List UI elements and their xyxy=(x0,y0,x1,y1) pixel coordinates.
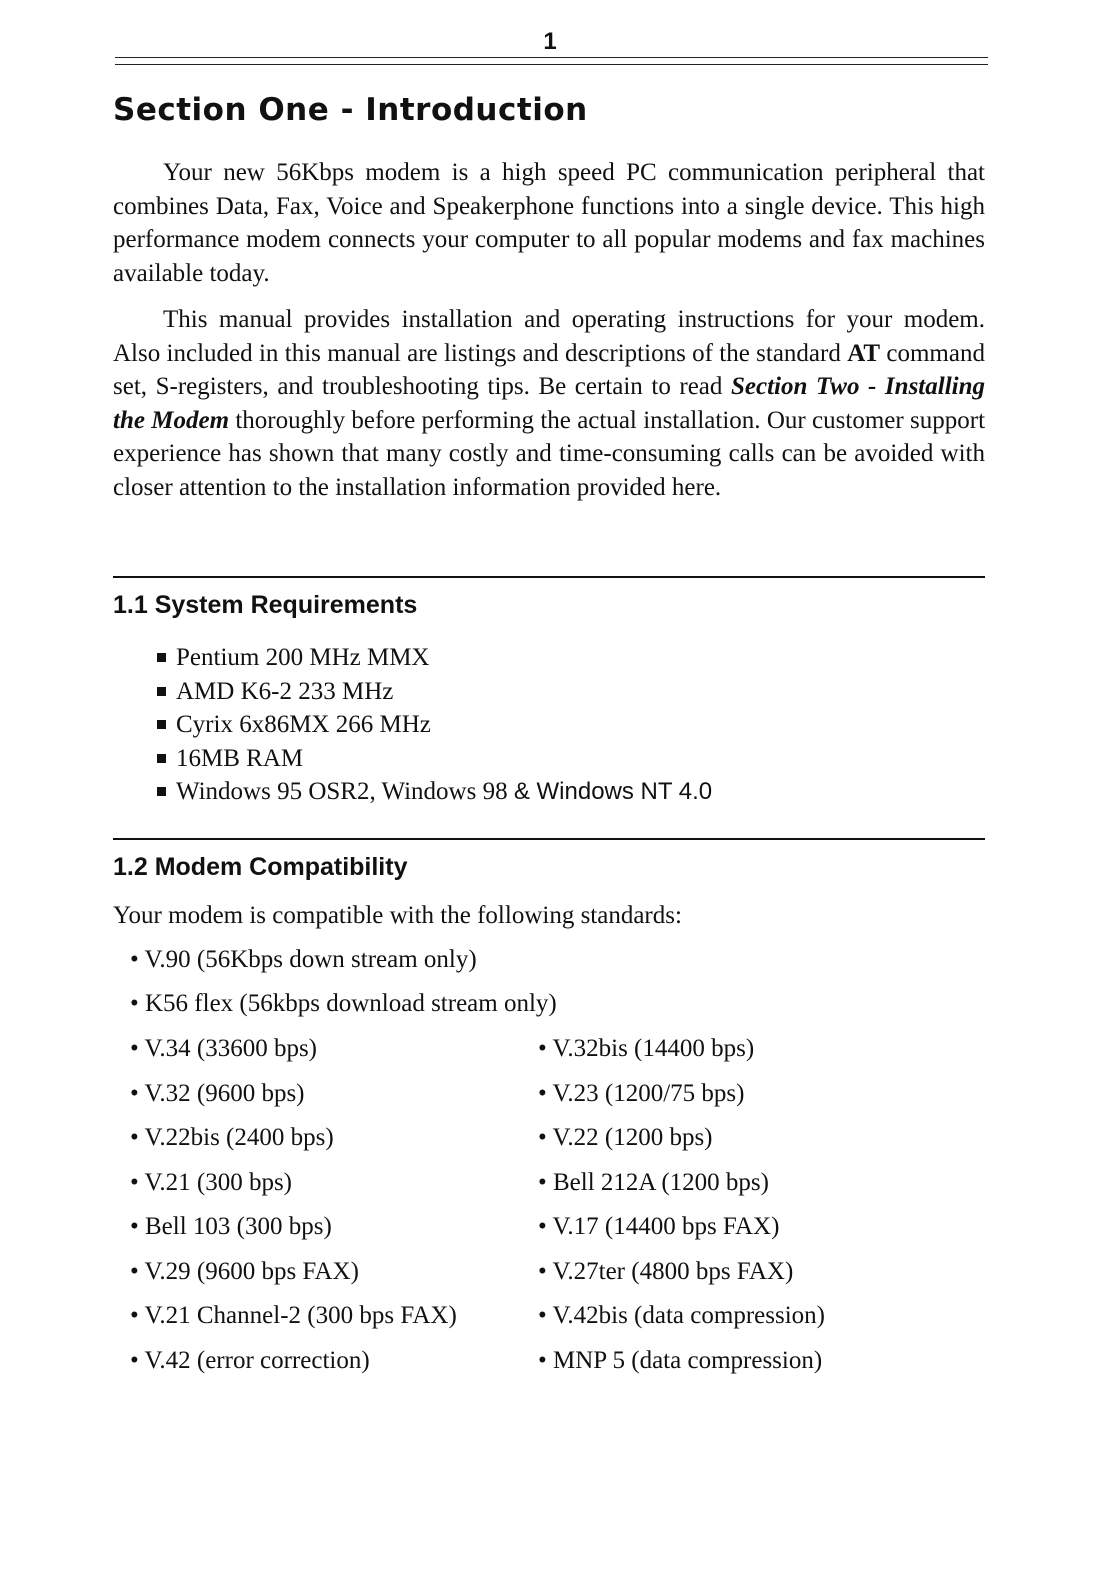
bullet-square-icon xyxy=(157,653,166,662)
header-rule xyxy=(115,64,988,65)
standard-item: • MNP 5 (data compression) xyxy=(538,1346,823,1374)
standard-item: • V.90 (56Kbps down stream only) xyxy=(130,946,477,973)
compat-intro: Your modem is compatible with the following standards: xyxy=(113,902,682,929)
section-rule xyxy=(113,576,985,578)
standard-item: • V.21 (300 bps) xyxy=(130,1168,293,1196)
standard-item: • V.34 (33600 bps) xyxy=(130,1035,318,1062)
standard-item: • V.32 (9600 bps) xyxy=(130,1079,305,1107)
list-item xyxy=(157,775,712,809)
page-title: Section One - Introduction xyxy=(113,92,588,128)
section-heading-modem-compatibility: 1.2 Modem Compatibility xyxy=(113,853,408,881)
item-text: AMD K6-2 233 MHz xyxy=(176,677,394,705)
standard-item: • V.17 (14400 bps FAX) xyxy=(538,1213,780,1240)
standard-item: • Bell 212A (1200 bps) xyxy=(538,1168,769,1196)
list-item xyxy=(157,675,712,709)
bullet-square-icon xyxy=(157,720,166,729)
bullet-square-icon xyxy=(157,754,166,763)
text: thoroughly before performing the actual installation. Our customer support experience has shown that many costly and time-consuming calls can be avoided with closer attention to the installation information provided here. xyxy=(113,406,986,501)
requirements-list xyxy=(157,641,712,809)
standard-item: • K56 flex (56kbps download stream only) xyxy=(130,990,557,1017)
item-text: Windows 95 OSR2, Windows 98 xyxy=(176,778,514,806)
item-text: Cyrix 6x86MX 266 MHz xyxy=(176,711,431,739)
text: This manual provides installation and operating instructions for your modem. Also included in this manual are listings and descriptions of the standard xyxy=(113,306,985,367)
standard-item: • V.32bis (14400 bps) xyxy=(538,1035,755,1062)
page-number: 1 xyxy=(543,28,557,55)
standard-item: • V.29 (9600 bps FAX) xyxy=(130,1257,359,1285)
section-heading-system-requirements: 1.1 System Requirements xyxy=(113,591,418,619)
standard-item: • V.21 Channel-2 (300 bps FAX) xyxy=(130,1302,457,1329)
bullet-square-icon xyxy=(157,787,166,796)
intro-paragraph-2 xyxy=(113,303,985,504)
item-text: Pentium 200 MHz MMX xyxy=(176,644,430,671)
section-rule xyxy=(113,838,985,840)
list-item xyxy=(157,708,712,742)
text: command set, S-registers, and troubleshooting tips. Be certain to read xyxy=(113,339,985,400)
standard-item: • V.23 (1200/75 bps) xyxy=(538,1079,745,1107)
list-item xyxy=(157,742,712,776)
standard-item: • V.22 (1200 bps) xyxy=(538,1124,713,1151)
item-text: 16MB RAM xyxy=(176,744,304,772)
header-rule xyxy=(115,57,988,58)
standard-item: • V.27ter (4800 bps FAX) xyxy=(538,1257,794,1285)
standard-item: • Bell 103 (300 bps) xyxy=(130,1213,332,1240)
standard-item: • V.42 (error correction) xyxy=(130,1346,370,1374)
standard-item: • V.22bis (2400 bps) xyxy=(130,1124,334,1151)
at-emphasis: AT xyxy=(847,339,881,367)
section-reference: Section Two - Installing the Modem xyxy=(113,373,985,434)
standard-item: • V.42bis (data compression) xyxy=(538,1302,825,1329)
item-text-suffix: & Windows NT 4.0 xyxy=(513,778,713,806)
bullet-square-icon xyxy=(157,687,166,696)
list-item xyxy=(157,641,712,675)
intro-paragraph-1: Your new 56Kbps modem is a high speed PC communication peripheral that combines Data, Fax, Voice and Speakerphone functions into a single device. This high performance modem connects your computer to all popular modems and fax machines available today. xyxy=(113,159,985,287)
